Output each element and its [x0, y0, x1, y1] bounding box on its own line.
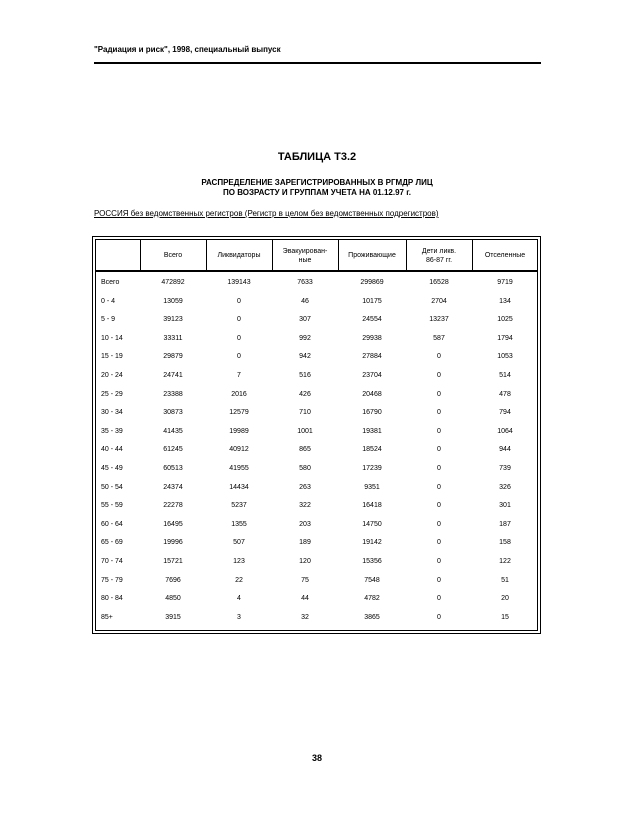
cell-total: 24374: [163, 483, 183, 491]
table-row: [95, 534, 538, 552]
cell-residents: 16418: [362, 502, 382, 510]
cell-total: 33311: [163, 334, 183, 342]
cell-liquidators: 0: [237, 316, 241, 324]
cell-liquidators: 22: [235, 576, 243, 584]
cell-evacuated: 992: [299, 334, 311, 342]
cell-resettled: 158: [499, 539, 511, 547]
cell-residents: 15356: [362, 558, 382, 565]
table-row: [95, 274, 538, 292]
cell-children: 0: [437, 520, 441, 528]
cell-total: 7696: [165, 576, 181, 584]
cell-total: 30873: [163, 409, 183, 417]
cell-resettled: 326: [499, 483, 511, 491]
cell-residents: 18524: [362, 446, 382, 454]
table-row: [95, 404, 538, 422]
cell-evacuated: 516: [299, 372, 311, 379]
cell-resettled: 20: [501, 595, 509, 603]
cell-resettled: 122: [499, 558, 511, 565]
cell-evacuated: 426: [299, 390, 311, 398]
page-number: 38: [311, 753, 322, 763]
cell-residents: 4782: [364, 595, 380, 603]
header-rule: [94, 62, 541, 64]
row-age-label: 80 - 84: [101, 595, 123, 603]
cell-liquidators: 0: [237, 334, 241, 342]
cell-resettled: 1053: [497, 353, 513, 361]
table-row: [95, 460, 538, 478]
row-age-label: Всего: [101, 279, 120, 286]
running-header: "Радиация и риск", 1998, специальный выпуск: [94, 45, 281, 54]
cell-children: 0: [437, 465, 441, 472]
cell-children: 0: [437, 613, 441, 621]
cell-total: 472892: [161, 279, 185, 286]
cell-evacuated: 75: [301, 576, 309, 584]
row-age-label: 75 - 79: [101, 576, 123, 584]
table-row: [95, 553, 538, 571]
cell-children: 0: [437, 390, 441, 398]
cell-residents: 19381: [362, 427, 382, 435]
cell-liquidators: 40912: [229, 446, 249, 454]
cell-evacuated: 710: [299, 409, 311, 417]
cell-evacuated: 46: [301, 297, 309, 305]
cell-residents: 299869: [360, 279, 384, 286]
cell-evacuated: 120: [299, 558, 311, 565]
cell-total: 15721: [163, 558, 183, 565]
cell-children: 2704: [431, 297, 447, 305]
table-row: [95, 330, 538, 348]
row-age-label: 30 - 34: [101, 409, 123, 417]
table-row: [95, 497, 538, 515]
cell-children: 0: [437, 483, 441, 491]
subtitle-line-1: РАСПРЕДЕЛЕНИЕ ЗАРЕГИСТРИРОВАННЫХ В РГМДР ЛИЦ: [201, 178, 433, 187]
row-age-label: 25 - 29: [101, 390, 123, 398]
row-age-label: 60 - 64: [101, 520, 123, 528]
cell-liquidators: 123: [233, 558, 245, 565]
cell-residents: 14750: [362, 520, 382, 528]
cell-evacuated: 865: [299, 446, 311, 454]
cell-residents: 20468: [362, 390, 382, 398]
cell-total: 16495: [163, 520, 183, 528]
cell-liquidators: 3: [237, 613, 241, 621]
cell-liquidators: 0: [237, 353, 241, 361]
table-row: [95, 516, 538, 534]
cell-children: 0: [437, 558, 441, 565]
cell-evacuated: 44: [301, 595, 309, 603]
row-age-label: 0 - 4: [101, 297, 116, 305]
region-caption: РОССИЯ без ведомственных регистров (Регистр в целом без ведомственных подрегистров): [94, 209, 439, 218]
cell-resettled: 794: [499, 409, 511, 417]
subtitle-line-2: ПО ВОЗРАСТУ И ГРУППАМ УЧЕТА НА 01.12.97 г.: [223, 188, 411, 197]
table-row: [95, 609, 538, 627]
cell-resettled: 301: [499, 502, 511, 510]
cell-children: 0: [437, 427, 441, 435]
cell-resettled: 187: [499, 520, 511, 528]
cell-evacuated: 307: [299, 316, 311, 324]
column-header-residents: Проживающие: [348, 252, 396, 259]
cell-evacuated: 203: [299, 520, 311, 528]
cell-total: 4850: [165, 595, 181, 603]
cell-evacuated: 1001: [297, 427, 313, 435]
cell-evacuated: 7633: [297, 279, 313, 286]
table-row: [95, 590, 538, 608]
cell-residents: 17239: [362, 465, 382, 472]
table-subtitle: [0, 178, 634, 198]
row-age-label: 15 - 19: [101, 353, 123, 361]
cell-total: 60513: [163, 465, 183, 472]
cell-residents: 10175: [362, 297, 382, 305]
row-age-label: 45 - 49: [101, 465, 123, 472]
table-title: ТАБЛИЦА Т3.2: [277, 151, 357, 163]
cell-resettled: 9719: [497, 279, 513, 286]
cell-total: 39123: [163, 316, 183, 324]
cell-children: 13237: [429, 316, 449, 324]
cell-liquidators: 5237: [231, 502, 247, 510]
cell-residents: 3865: [364, 613, 380, 621]
row-age-label: 10 - 14: [101, 334, 123, 342]
cell-children: 587: [433, 334, 445, 342]
cell-liquidators: 12579: [229, 409, 249, 417]
cell-children: 0: [437, 353, 441, 361]
cell-residents: 27884: [362, 353, 382, 361]
cell-residents: 16790: [362, 409, 382, 417]
column-header-resettled: Отселенные: [484, 252, 526, 259]
cell-liquidators: 14434: [229, 483, 249, 491]
cell-resettled: 15: [501, 613, 509, 621]
cell-residents: 9351: [364, 483, 380, 491]
cell-evacuated: 32: [301, 613, 309, 621]
table-row: [95, 441, 538, 459]
column-header-liquidators: Ликвидаторы: [217, 252, 261, 259]
cell-liquidators: 4: [237, 595, 241, 603]
column-header-evacuated: Эвакуирован- ные: [282, 247, 328, 264]
cell-resettled: 739: [499, 465, 511, 472]
cell-children: 0: [437, 595, 441, 603]
row-age-label: 65 - 69: [101, 539, 123, 547]
cell-liquidators: 507: [233, 539, 245, 547]
cell-liquidators: 1355: [231, 520, 247, 528]
cell-liquidators: 19989: [229, 427, 249, 435]
table-row: [95, 572, 538, 590]
table-row: [95, 479, 538, 497]
table-row: [95, 386, 538, 404]
cell-total: 24741: [163, 372, 183, 379]
cell-liquidators: 41955: [229, 465, 249, 472]
cell-resettled: 51: [501, 576, 509, 584]
table-row: [95, 423, 538, 441]
cell-liquidators: 2016: [231, 390, 247, 398]
cell-resettled: 1064: [497, 427, 513, 435]
row-age-label: 70 - 74: [101, 558, 123, 565]
cell-liquidators: 139143: [227, 279, 251, 286]
cell-liquidators: 7: [237, 372, 241, 379]
cell-total: 41435: [163, 427, 183, 435]
cell-total: 19996: [163, 539, 183, 547]
column-header-children: Дети ликв. 86-87 гг.: [421, 247, 457, 264]
cell-resettled: 134: [499, 297, 511, 305]
cell-evacuated: 322: [299, 502, 311, 510]
row-age-label: 40 - 44: [101, 446, 123, 454]
cell-residents: 23704: [362, 372, 382, 379]
cell-total: 29879: [163, 353, 183, 361]
cell-total: 13059: [163, 297, 183, 305]
table-row: [95, 311, 538, 329]
row-age-label: 85+: [101, 613, 113, 621]
row-age-label: 50 - 54: [101, 483, 123, 491]
cell-total: 3915: [165, 613, 181, 621]
table-row: [95, 348, 538, 366]
cell-children: 0: [437, 409, 441, 417]
table-row: [95, 367, 538, 385]
cell-evacuated: 580: [299, 465, 311, 472]
row-age-label: 20 - 24: [101, 372, 123, 379]
cell-evacuated: 942: [299, 353, 311, 361]
cell-liquidators: 0: [237, 297, 241, 305]
cell-resettled: 514: [499, 372, 511, 379]
cell-children: 0: [437, 446, 441, 454]
cell-children: 0: [437, 576, 441, 584]
cell-residents: 7548: [364, 576, 380, 584]
cell-resettled: 1025: [497, 316, 513, 324]
cell-resettled: 944: [499, 446, 511, 454]
row-age-label: 5 - 9: [101, 316, 116, 324]
cell-total: 61245: [163, 446, 183, 454]
cell-residents: 29938: [362, 334, 382, 342]
cell-resettled: 1794: [497, 334, 513, 342]
cell-children: 0: [437, 372, 441, 379]
cell-evacuated: 263: [299, 483, 311, 491]
row-age-label: 55 - 59: [101, 502, 123, 510]
cell-total: 23388: [163, 390, 183, 398]
cell-children: 0: [437, 539, 441, 547]
cell-residents: 19142: [362, 539, 382, 547]
cell-children: 16528: [429, 279, 449, 286]
cell-residents: 24554: [362, 316, 382, 324]
table-row: [95, 293, 538, 311]
cell-evacuated: 189: [299, 539, 311, 547]
column-header-total: Всего: [163, 252, 183, 259]
cell-children: 0: [437, 502, 441, 510]
row-age-label: 35 - 39: [101, 427, 123, 435]
cell-total: 22278: [163, 502, 183, 510]
cell-resettled: 478: [499, 390, 511, 398]
